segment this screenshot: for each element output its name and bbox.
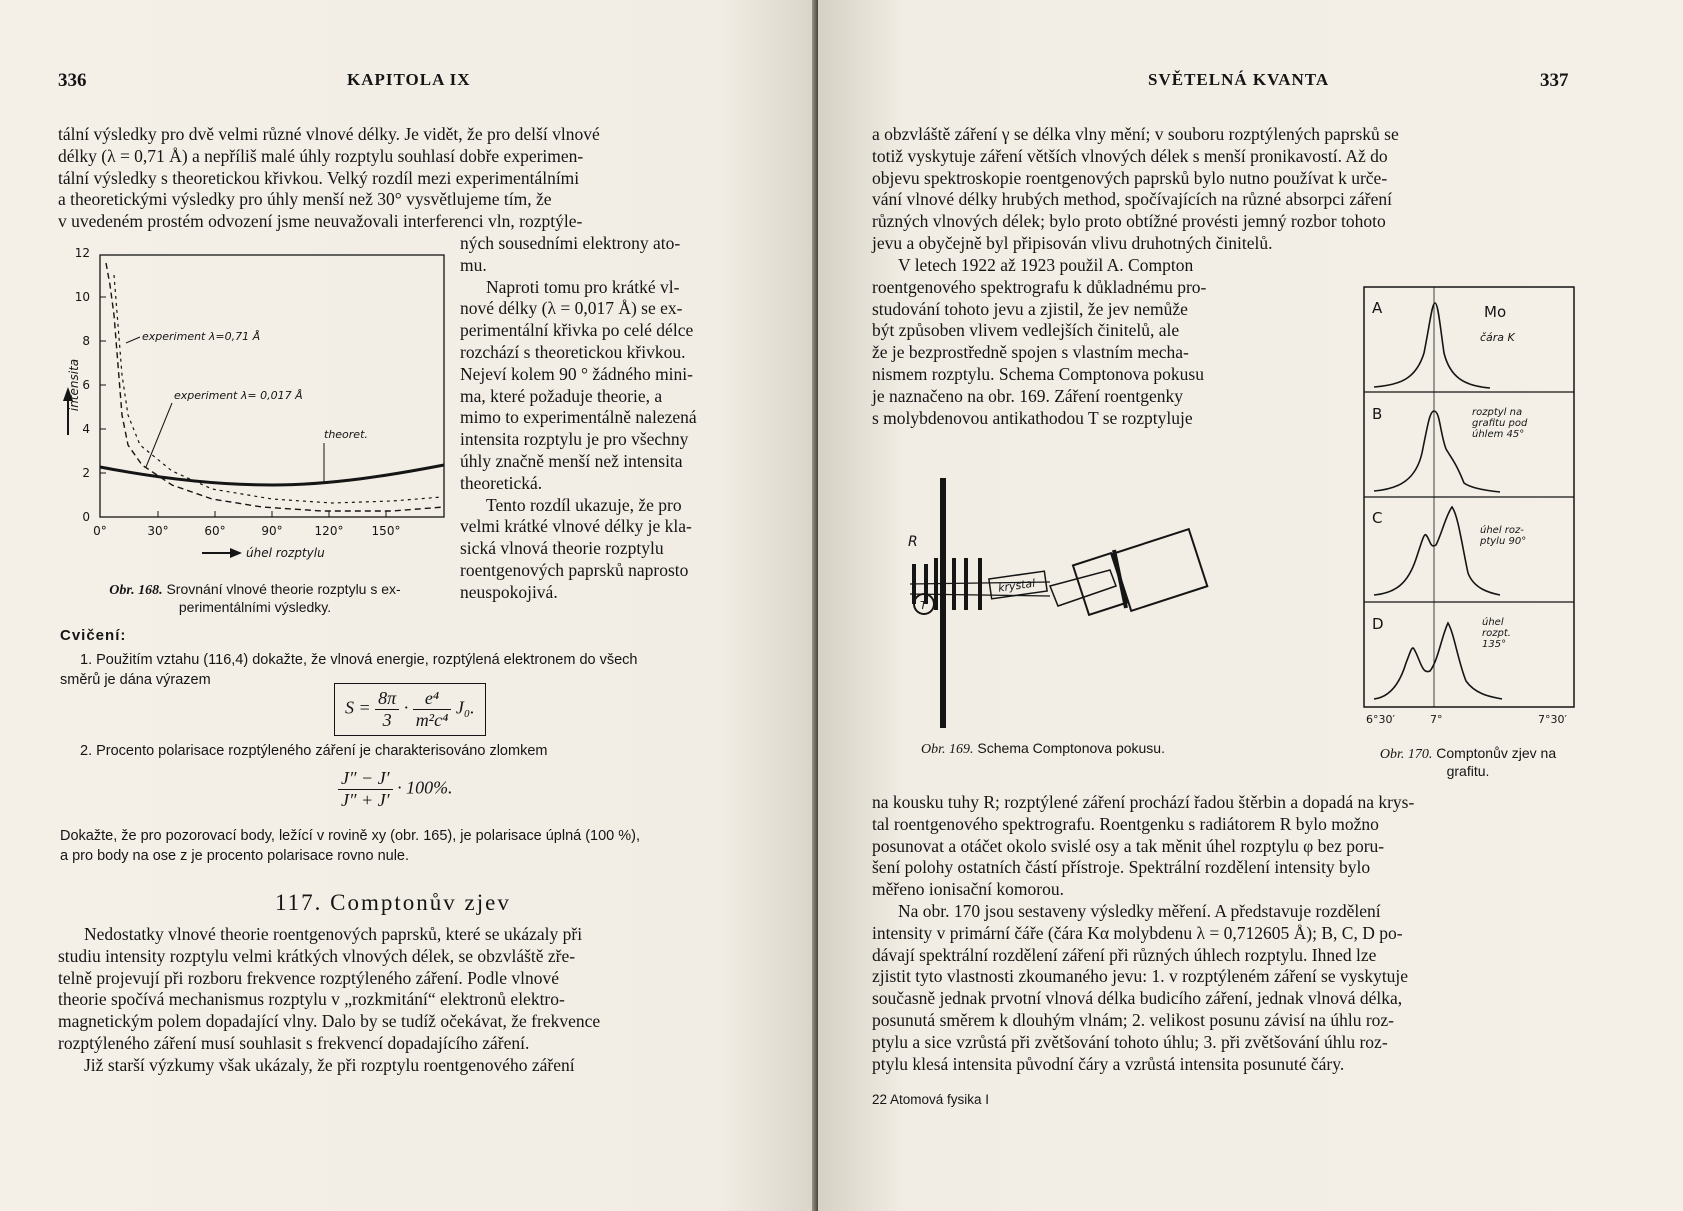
- panel-c-label: úhel roz-: [1480, 525, 1524, 536]
- text-line: mimo to experimentálně nalezená: [460, 407, 697, 428]
- signature-footer: 22 Atomová fysika I: [872, 1092, 990, 1107]
- text-line: různých vlnových délek; bylo proto obtížné provésti jemný rozbor tohoto: [872, 211, 1386, 232]
- y-tick-label: 2: [82, 466, 90, 480]
- formula-numerator: e⁴: [413, 688, 452, 710]
- text-line: Nejeví kolem 90 ° žádného mini-: [460, 363, 693, 384]
- right-page-number: 337: [1540, 70, 1569, 91]
- text-line: perimentální křivka po celé délce: [460, 320, 694, 341]
- text-line: V letech 1922 až 1923 použil A. Compton: [898, 255, 1194, 275]
- label-T: T: [920, 599, 927, 612]
- text-line: Tento rozdíl ukazuje, že pro: [486, 494, 682, 515]
- text-line: velmi krátké vlnové délky je kla-: [460, 516, 692, 537]
- text-line: být způsoben vlivem vedlejších činitelů, ale: [872, 320, 1180, 341]
- figure-169-caption: [868, 740, 1218, 758]
- figure-168-caption: [60, 581, 450, 616]
- text-line: roentgenových paprsků naprosto: [460, 559, 689, 580]
- panel-a-label: Mo: [1484, 303, 1507, 321]
- x-tick-label: 60°: [204, 524, 226, 538]
- text-line: intensita rozptylu je pro všechny: [460, 429, 689, 450]
- text-line: současně jednak prvotní vlnová délka budicího záření, jednak vlnová délka,: [872, 988, 1403, 1009]
- text-line: jevu a obyčejně byl připisován vlivu druhotných činitelů.: [872, 232, 1273, 253]
- left-paragraph-1-narrow: [460, 233, 756, 604]
- text-line: theorie spočívá mechanismus rozptylu v „rozkmitání“ elektronů elektro-: [58, 989, 565, 1010]
- y-tick-label: 12: [74, 246, 90, 260]
- panel-d-label: 135°: [1482, 639, 1507, 650]
- text-line: ných sousedními elektrony ato-: [460, 233, 681, 253]
- exercise-text: směrů je dána výrazem: [60, 672, 211, 688]
- x-tick-label: 0°: [93, 524, 107, 538]
- x-tick-label: 7°: [1430, 713, 1443, 726]
- y-tick-label: 0: [82, 510, 90, 524]
- figure-169-diagram: [908, 478, 1270, 738]
- text-line: rozchází s theoretickou křivkou.: [460, 341, 686, 362]
- x-tick-label: 120°: [314, 524, 344, 538]
- right-paragraph-3: [872, 792, 1564, 1075]
- text-line: nismem rozptylu. Schema Comptonova pokusu: [872, 363, 1204, 384]
- text-line: totiž vyskytuje záření větších vlnových délek s menší pronikavostí. Až do: [872, 145, 1388, 166]
- label-krystal: krystal: [997, 576, 1037, 595]
- caption-number: Obr. 170.: [1379, 747, 1433, 762]
- text-line: je naznačeno na obr. 169. Záření roentgenky: [872, 385, 1183, 406]
- text-line: ptylu a sice vzrůstá při zvětšování tohoto úhlu; 3. při zvětšování úhlu roz-: [872, 1031, 1388, 1052]
- right-running-header: SVĚTELNÁ KVANTA: [1148, 70, 1330, 89]
- annotation-experiment-071: experiment λ=0,71 Å: [142, 330, 261, 343]
- panel-d-label: rozpt.: [1482, 628, 1511, 639]
- exercises-title: Cvičení:: [60, 627, 127, 644]
- text-line: mu.: [460, 254, 487, 275]
- y-tick-label: 10: [74, 290, 90, 304]
- formula-tail: · 100%.: [397, 777, 453, 798]
- label-R: R: [908, 534, 918, 550]
- caption-number: Obr. 169.: [921, 742, 974, 757]
- x-tick-label: 90°: [261, 524, 283, 538]
- text-line: v uvedeném prostém odvození jsme neuvažovali interferenci vln, rozptýle-: [58, 211, 583, 232]
- panel-a-label: čára K: [1480, 331, 1515, 344]
- text-line: ptylu klesá intensita původní čáry a vzrůstá intensita posunuté čáry.: [872, 1053, 1345, 1074]
- text-line: šení polohy ostatních částí přístroje. Spektrální rozdělení intensity bylo: [872, 857, 1371, 878]
- formula-denominator: 3: [382, 710, 392, 730]
- caption-text: Srovnání vlnové theorie rozptylu s ex-: [166, 581, 401, 597]
- text-line: studiu intensity rozptylu velmi krátkých vlnových délek, se obzvláště zře-: [58, 945, 576, 966]
- text-line: dávají spektrální rozdělení záření při různých úhlech rozptylu. Ihned lze: [872, 944, 1377, 965]
- text-line: posunovat a otáčet okolo svislé osy a tak měnit úhel rozptylu φ bez poru-: [872, 835, 1385, 856]
- text-line: délky (λ = 0,71 Å) a nepříliš malé úhly rozptylu souhlasí dobře experimen-: [58, 145, 584, 166]
- caption-number: Obr. 168.: [109, 583, 163, 598]
- text-line: sická vlnová theorie rozptylu: [460, 538, 664, 559]
- formula-polarisation: [338, 768, 453, 811]
- caption-text: grafitu.: [1446, 763, 1490, 779]
- formula-lhs: S =: [345, 697, 371, 718]
- formula-denominator: m²c⁴: [415, 710, 449, 730]
- text-line: Nedostatky vlnové theorie roentgenových paprsků, které se ukázaly při: [84, 924, 583, 944]
- text-line: a theoretickými výsledky pro úhly menší než 30° vysvětlujeme tím, že: [58, 189, 552, 210]
- text-line: tal roentgenového spektrografu. Roentgenku s radiátorem R bylo možno: [872, 813, 1379, 834]
- figure-170-chart: [1360, 283, 1580, 733]
- left-page: [0, 0, 818, 1211]
- x-axis-label: úhel rozptylu: [246, 546, 325, 560]
- text-line: měřeno ionisační komorou.: [872, 879, 1064, 900]
- text-line: neuspokojivá.: [460, 581, 558, 602]
- formula-numerator: 8π: [375, 688, 399, 710]
- text-line: magnetickým polem dopadající vlny. Dalo by se tudíž očekávat, že frekvence: [58, 1011, 601, 1032]
- panel-letter-b: B: [1372, 405, 1383, 423]
- exercise-text: Dokažte, že pro pozorovací body, ležící v rovině xy (obr. 165), je polarisace úplná (100 %),: [60, 828, 641, 844]
- left-paragraph-1: [58, 124, 756, 233]
- text-line: vání vlnové délky hrubých method, spočívajících na různé absorpci záření: [872, 189, 1392, 210]
- left-paragraph-4: [58, 924, 756, 1077]
- left-page-number: 336: [58, 70, 87, 91]
- x-tick-label: 30°: [147, 524, 169, 538]
- right-page: [818, 0, 1683, 1211]
- caption-text: perimentálními výsledky.: [178, 599, 332, 615]
- x-tick-label: 6°30′: [1366, 713, 1395, 726]
- text-line: studování tohoto jevu a zjistil, že jev nemůže: [872, 298, 1188, 319]
- text-line: Na obr. 170 jsou sestaveny výsledky měření. A představuje rozdělení: [898, 900, 1381, 921]
- panel-letter-d: D: [1372, 615, 1384, 633]
- text-line: posunutá směrem k dlouhým vlnám; 2. velikost posunu závisí na úhlu roz-: [872, 1009, 1395, 1030]
- exercise-2-continued: [60, 826, 760, 866]
- exercise-2: 2. Procento polarisace rozptýleného záření je charakterisováno zlomkem: [80, 743, 548, 759]
- spectrograph-crystal-plate: [940, 478, 946, 728]
- text-line: Již starší výzkumy však ukázaly, že při rozptylu roentgenového záření: [84, 1054, 575, 1075]
- panel-d-label: úhel: [1482, 617, 1504, 628]
- figure-170-caption: [1308, 745, 1628, 780]
- text-line: nové délky (λ = 0,017 Å) se ex-: [460, 298, 683, 319]
- annotation-experiment-0017: experiment λ= 0,017 Å: [174, 389, 303, 402]
- figure-168-chart: [62, 245, 454, 581]
- text-line: telně projevují při rozboru frekvence rozptýleného záření. Podle vlnové: [58, 967, 559, 988]
- text-line: úhly značně menší než intensita: [460, 450, 683, 471]
- section-heading: 117. Comptonův zjev: [275, 890, 511, 915]
- x-tick-label: 7°30′: [1538, 713, 1567, 726]
- text-line: Naproti tomu pro krátké vl-: [486, 276, 680, 297]
- panel-letter-a: A: [1372, 299, 1383, 317]
- text-line: ma, které požaduje theorie, a: [460, 385, 663, 406]
- panel-b-label: úhlem 45°: [1472, 429, 1525, 440]
- caption-text: Comptonův zjev na: [1436, 745, 1557, 761]
- formula-numerator: J″ − J′: [338, 768, 393, 790]
- exercise-text: a pro body na ose z je procento polarisace rovno nule.: [60, 848, 410, 864]
- right-paragraph-2: [872, 255, 1286, 429]
- panel-b-label: rozptyl na: [1472, 407, 1523, 418]
- text-line: zjistit tyto vlastnosti zkoumaného jevu: 1. v rozptýleném záření se vyskytuje: [872, 966, 1409, 987]
- panel-letter-c: C: [1372, 509, 1383, 527]
- y-tick-label: 8: [82, 334, 90, 348]
- text-line: že je bezprostředně spojen s vlastním mecha-: [872, 342, 1189, 363]
- text-line: roentgenového spektrografu k důkladnému pro-: [872, 276, 1207, 297]
- text-line: objevu spektroskopie roentgenových paprsků bylo nutno používat k urče-: [872, 167, 1388, 188]
- annotation-theoretical: theoret.: [324, 428, 368, 441]
- right-paragraph-1: [872, 124, 1564, 255]
- text-line: na kousku tuhy R; rozptýlené záření prochází řadou štěrbin a dopadá na krys-: [872, 792, 1415, 812]
- text-line: rozptýleného záření musí souhlasit s frekvencí dopadajícího záření.: [58, 1032, 530, 1053]
- panel-c-label: ptylu 90°: [1480, 536, 1527, 547]
- formula-energy: S = $\frac{8\pi}{3}$ · $\frac{\text{e⁴}}{\text{m²c⁴}}$ J₀.: [334, 683, 486, 736]
- text-line: s molybdenovou antikathodou T se rozptyluje: [872, 407, 1193, 428]
- panel-b-label: grafitu pod: [1472, 418, 1528, 429]
- text-line: tální výsledky s theoretickou křivkou. Velký rozdíl mezi experimentálními: [58, 167, 580, 188]
- y-tick-label: 4: [82, 422, 90, 436]
- text-line: intensity v primární čáře (čára Kα molybdenu λ = 0,712605 Å); B, C, D po-: [872, 922, 1403, 943]
- x-tick-label: 150°: [371, 524, 401, 538]
- formula-denominator: J″ + J′: [341, 790, 390, 810]
- exercise-text: 1. Použitím vztahu (116,4) dokažte, že vlnová energie, rozptýlená elektronem do všech: [80, 652, 638, 668]
- left-running-header: KAPITOLA IX: [347, 70, 471, 89]
- text-line: theoretická.: [460, 472, 543, 493]
- caption-text: Schema Comptonova pokusu.: [977, 740, 1165, 756]
- y-tick-label: 6: [82, 378, 90, 392]
- y-axis-label: intensita: [67, 358, 81, 412]
- formula-tail: J₀.: [455, 697, 475, 718]
- text-line: a obzvláště záření γ se délka vlny mění; v souboru rozptýlených paprsků se: [872, 124, 1399, 144]
- text-line: tální výsledky pro dvě velmi různé vlnové délky. Je vidět, že pro delší vlnové: [58, 124, 600, 144]
